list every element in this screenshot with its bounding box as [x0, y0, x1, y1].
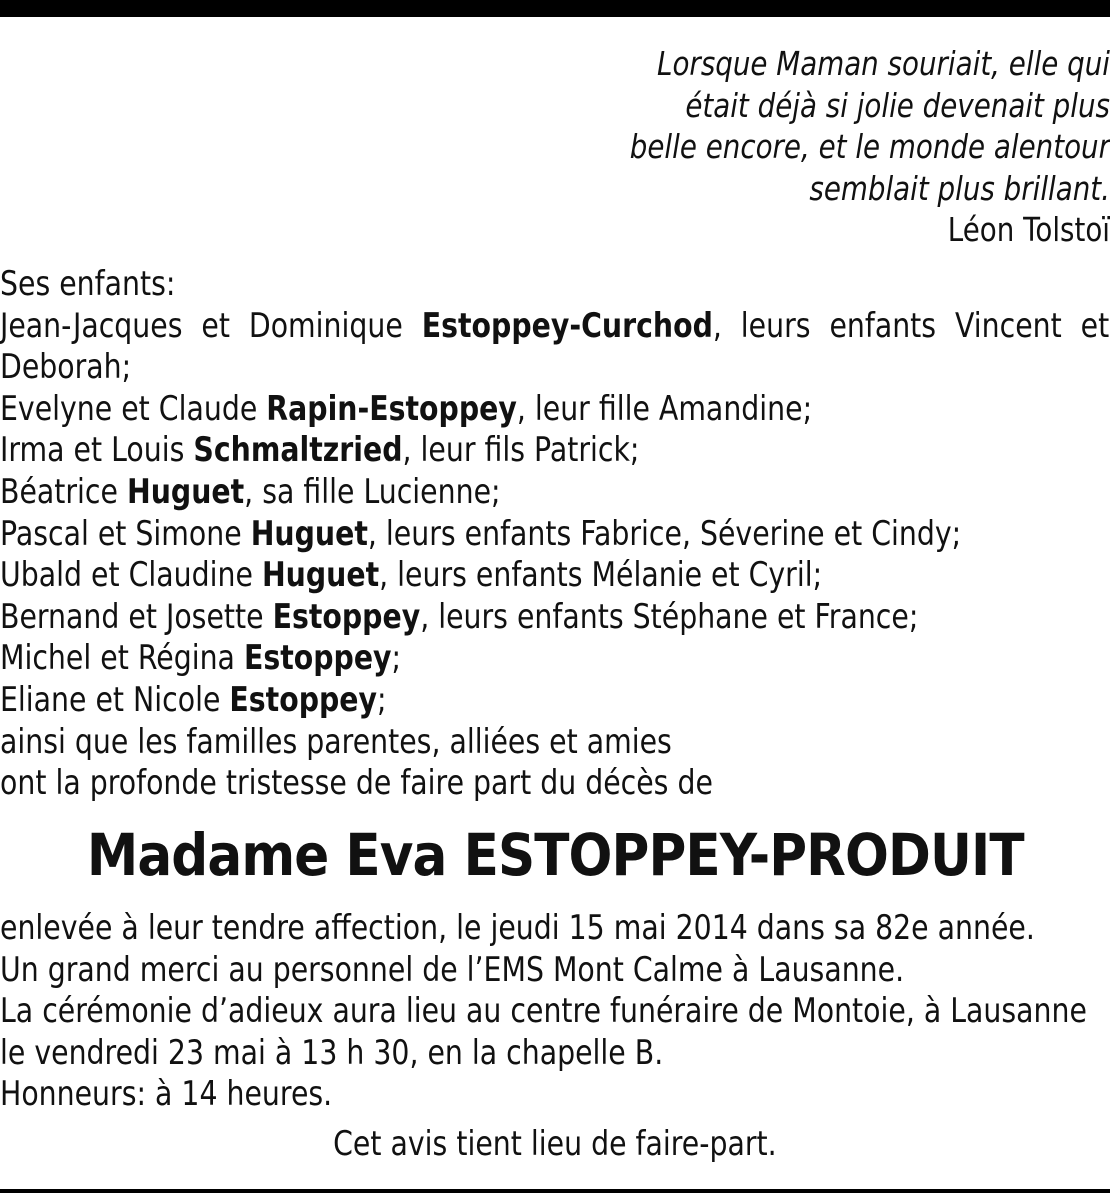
entry-children: , leurs enfants Stéphane et France;: [420, 596, 919, 637]
entry-children: , leur fils Patrick;: [402, 430, 640, 471]
family-entry: [0, 597, 1109, 639]
detail-line: le vendredi 23 mai à 13 h 30, en la chapelle B.: [0, 1032, 664, 1073]
entry-surname: Estoppey-Curchod: [421, 305, 713, 346]
family-entry: [0, 638, 1109, 680]
family-entry: [0, 472, 1109, 514]
family-entry: [0, 389, 1109, 431]
family-entry: [0, 306, 1109, 348]
entry-surname: Rapin-Estoppey: [266, 388, 517, 429]
entry-children: , sa fille Lucienne;: [244, 471, 501, 512]
family-entry: [0, 347, 1109, 389]
entry-names: Pascal et Simone: [0, 513, 251, 554]
entry-surname: Schmaltzried: [193, 430, 403, 471]
entry-names: Béatrice: [0, 471, 127, 512]
quote-line: belle encore, et le monde alentour: [629, 127, 1110, 166]
entry-surname: Huguet: [250, 513, 368, 554]
quote-author: Léon Tolstoï: [947, 210, 1110, 249]
notice-footer: [0, 1124, 1110, 1165]
entry-names: Ubald et Claudine: [0, 555, 262, 596]
family-entry: [0, 430, 1109, 472]
family-entry: [0, 555, 1109, 597]
ceremony-details: [0, 908, 1109, 1116]
entry-names: Jean-Jacques et Dominique: [0, 305, 422, 346]
entry-children: , leurs enfants Mélanie et Cyril;: [379, 555, 823, 596]
entry-names: Deborah;: [0, 347, 132, 388]
entry-names: Eliane et Nicole: [0, 679, 230, 720]
deceased-name-heading: [0, 817, 1110, 893]
entry-surname: Huguet: [261, 555, 380, 596]
top-border-rule: [0, 0, 1110, 17]
entry-names: Irma et Louis: [0, 430, 194, 471]
entry-children: , leur fille Amandine;: [516, 388, 813, 429]
family-closing-line: ainsi que les familles parentes, alliées et amies: [0, 721, 672, 762]
deceased-name: Madame Eva ESTOPPEY-PRODUIT: [86, 821, 1024, 889]
notice-text: Cet avis tient lieu de faire-part.: [333, 1124, 777, 1164]
entry-surname: Estoppey: [243, 638, 392, 679]
entry-surname: Huguet: [126, 471, 245, 512]
entry-children: , leurs enfants Vincent et: [712, 305, 1110, 346]
family-intro: Ses enfants:: [0, 264, 176, 304]
entry-surname: Estoppey: [272, 596, 421, 637]
detail-line: enlevée à leur tendre affection, le jeudi 15 mai 2014 dans sa 82e année.: [0, 908, 1035, 948]
entry-names: Michel et Régina: [0, 638, 244, 679]
entry-children: ;: [377, 679, 387, 720]
entry-surname: Estoppey: [229, 679, 378, 720]
entry-children: ;: [391, 638, 402, 679]
detail-line: La cérémonie d’adieux aura lieu au centre funéraire de Montoie, à Lausanne: [0, 991, 1087, 1032]
entry-names: Bernand et Josette: [0, 596, 273, 637]
quote-line: Lorsque Maman souriait, elle qui: [657, 44, 1110, 83]
entry-names: Evelyne et Claude: [0, 388, 267, 429]
family-closing-line: ont la profonde tristesse de faire part du décès de: [0, 763, 713, 804]
bottom-border-rule: [0, 1189, 1110, 1193]
epigraph-quote: [178, 43, 1110, 251]
detail-line: Un grand merci au personnel de l’EMS Mont Calme à Lausanne.: [0, 949, 905, 990]
family-entry: [0, 680, 1109, 722]
quote-line: semblait plus brillant.: [809, 168, 1110, 208]
detail-line: Honneurs: à 14 heures.: [0, 1074, 333, 1115]
family-list: [0, 264, 1109, 805]
quote-line: était déjà si jolie devenait plus: [685, 85, 1110, 125]
entry-children: , leurs enfants Fabrice, Séverine et Cindy;: [367, 513, 962, 554]
family-entry: [0, 514, 1109, 556]
